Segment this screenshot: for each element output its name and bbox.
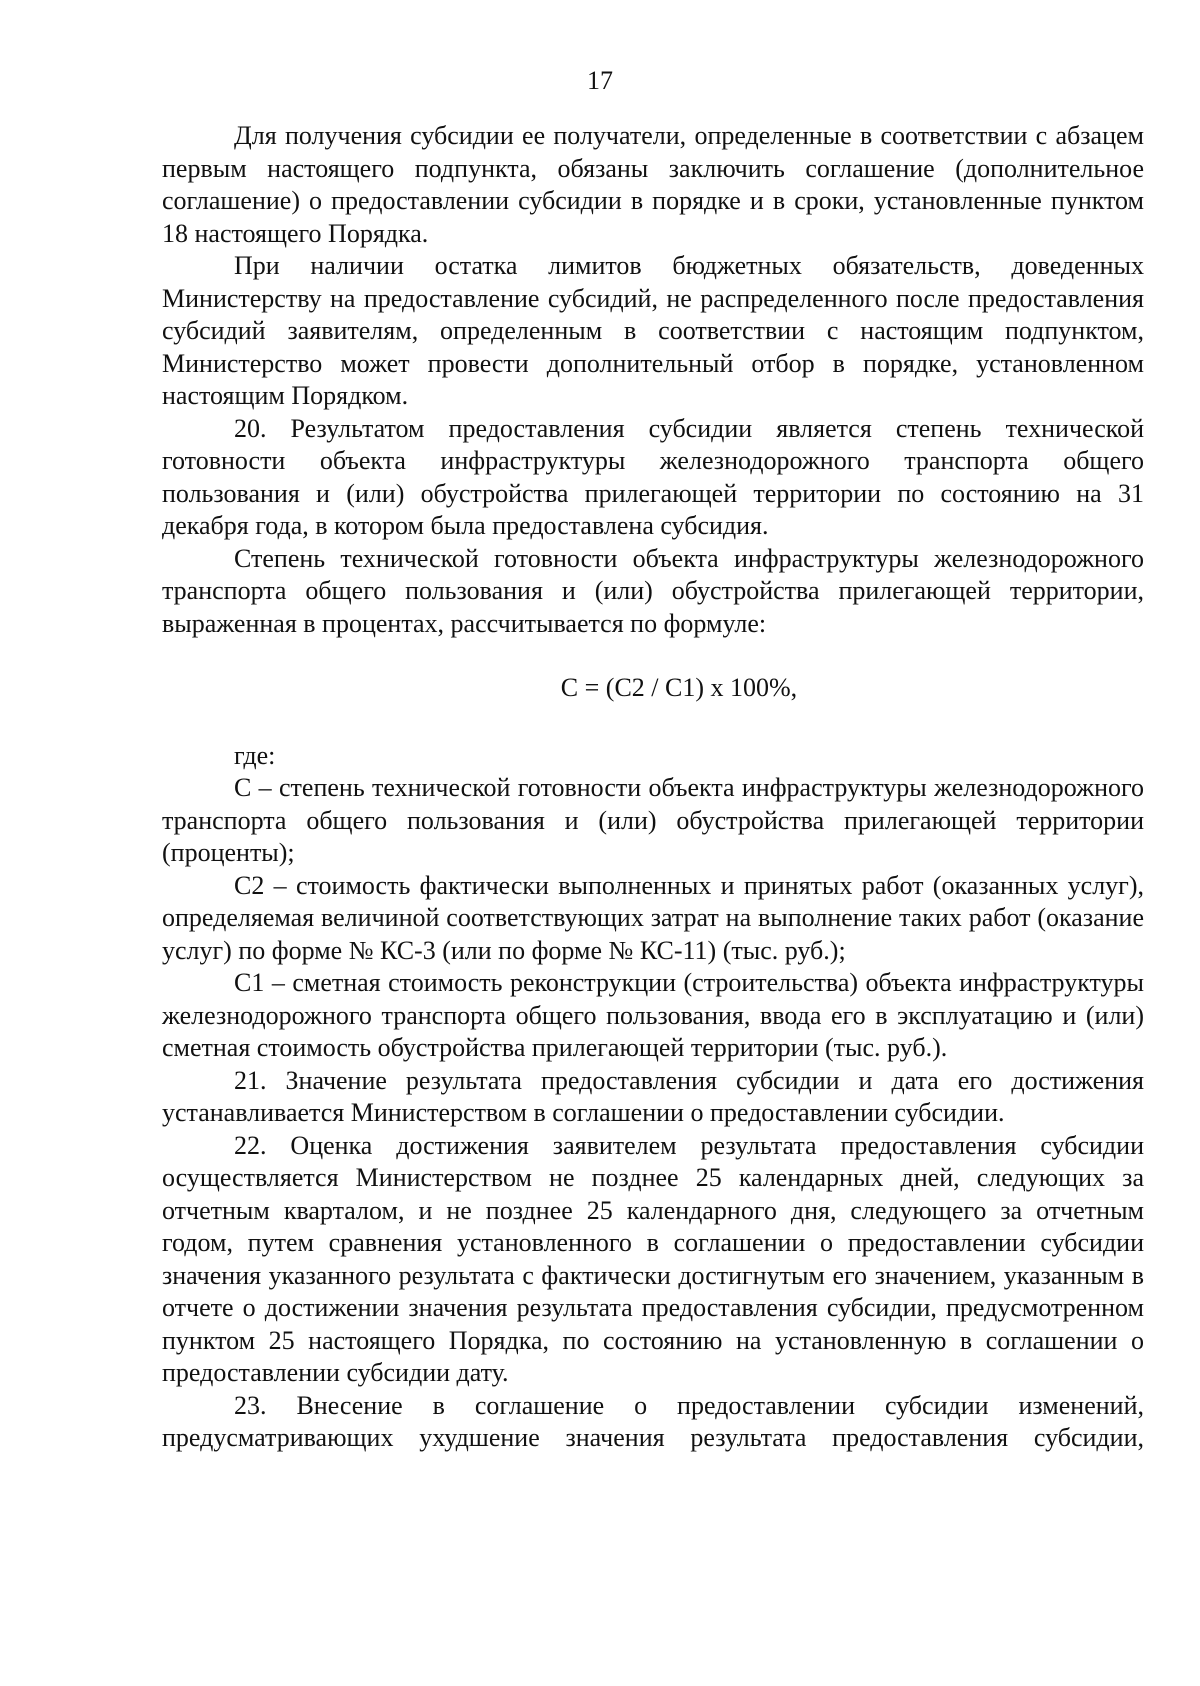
paragraph-item-22: 22. Оценка достижения заявителем результата предоставления субсидии осуществляется Министерством не позднее 25 календарных дней, следующих за отчетным кварталом, и не позднее 25 календарного дня, следующего за отчетным годом, путем сравнения установленного в соглашении о предоставлении субсидии значения указанного результата с фактически достигнутым его значением, указанным в отчете о достижении значения результата предоставления субсидии, предусмотренном пунктом 25 настоящего Порядка, по состоянию на установленную в соглашении о предоставлении субсидии дату. [162, 1130, 1144, 1387]
definition-c: C – степень технической готовности объекта инфраструктуры железнодорожного транспорта общего пользования и (или) обустройства прилегающей территории (проценты); [162, 773, 1144, 867]
page-number: 17 [587, 66, 613, 95]
paragraph-remaining-limits: При наличии остатка лимитов бюджетных обязательств, доведенных Министерству на предоставление субсидий, не распределенного после предоставления субсидий заявителям, определенным в соответствии с настоящим подпунктом, Министерство может провести дополнительный отбор в порядке, установленном настоящим Порядком. [162, 251, 1144, 410]
paragraph-subsidy-recipients: Для получения субсидии ее получатели, определенные в соответствии с абзацем первым настоящего подпункта, обязаны заключить соглашение (дополнительное соглашение) о предоставлении субсидии в порядке и в сроки, установленные пунктом 18 настоящего Порядка. [162, 121, 1144, 248]
paragraph-readiness-degree: Степень технической готовности объекта инфраструктуры железнодорожного транспорта общего пользования и (или) обустройства прилегающей территории, выраженная в процентах, рассчитывается по формуле: [162, 543, 1144, 638]
definition-c2: C2 – стоимость фактически выполненных и принятых работ (оказанных услуг), определяемая величиной соответствующих затрат на выполнение таких работ (оказание услуг) по форме № КС-3 (или по форме № КС-11) (тыс. руб.); [162, 870, 1144, 965]
formula: C = (C2 / C1) x 100%, [560, 673, 798, 702]
paragraph-item-20: 20. Результатом предоставления субсидии является степень технической готовности объекта инфраструктуры железнодорожного транспорта общего пользования и (или) обустройства прилегающей территории по состоянию на 31 декабря года, в котором была предоставлена субсидия. [162, 413, 1144, 540]
paragraph-item-21: 21. Значение результата предоставления субсидии и дата его достижения устанавливается Министерством в соглашении о предоставлении субсидии. [162, 1065, 1144, 1127]
paragraph-item-23: 23. Внесение в соглашение о предоставлении субсидии изменений, предусматривающих ухудшение значения результата предоставления субсидии, [162, 1390, 1144, 1452]
definition-c1: C1 – сметная стоимость реконструкции (строительства) объекта инфраструктуры железнодорожного транспорта общего пользования, ввода его в эксплуатацию и (или) сметная стоимость обустройства прилегающей территории (тыс. руб.). [162, 968, 1144, 1062]
where-label: где: [234, 740, 276, 770]
document-body [162, 120, 1144, 1455]
